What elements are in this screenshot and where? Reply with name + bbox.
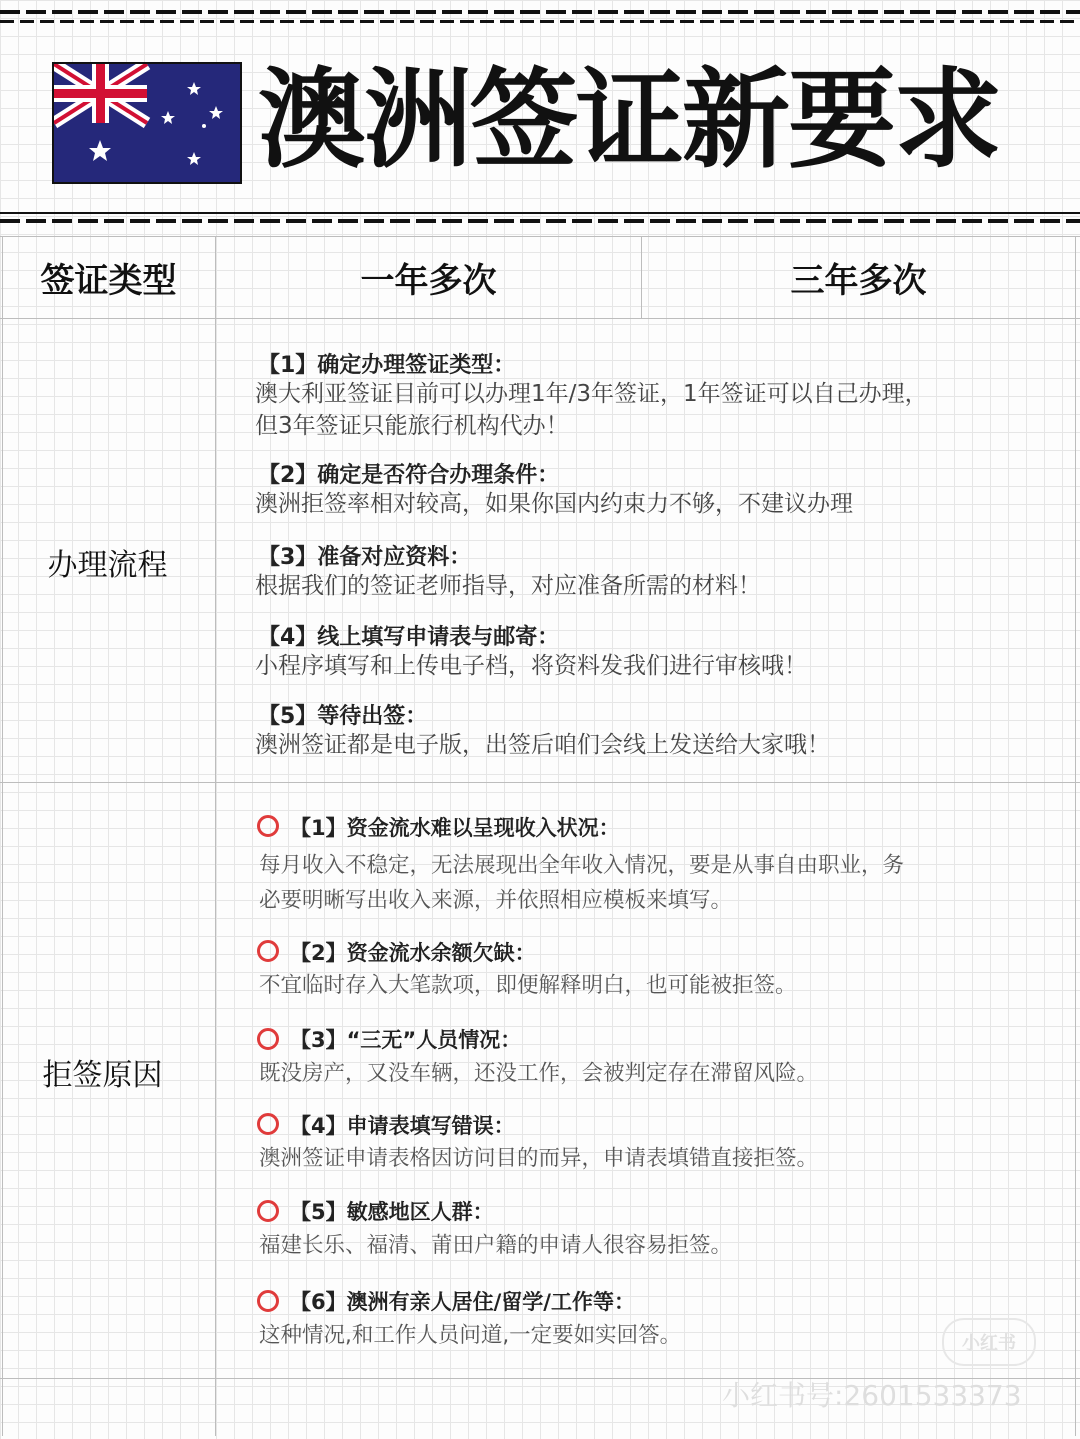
rejection-reason-title: 【6】澳洲有亲人居住/留学/工作等： bbox=[290, 1290, 635, 1314]
process-step-text: 根据我们的签证老师指导，对应准备所需的材料！ bbox=[255, 573, 761, 599]
table-right-border bbox=[1075, 236, 1076, 1436]
process-step-text: 澳大利亚签证目前可以办理1年/3年签证，1年签证可以自己办理，但3年签证只能旅行机构代办！ bbox=[255, 381, 928, 439]
row-label-process: 办理流程 bbox=[47, 548, 168, 583]
watermark-badge: 小红书 bbox=[942, 1318, 1036, 1366]
label-column-border bbox=[215, 236, 216, 1436]
row-label-rejection: 拒签原因 bbox=[42, 1058, 163, 1093]
red-circle-icon bbox=[257, 1290, 279, 1312]
process-step-text: 澳洲签证都是电子版，出签后咱们会线上发送给大家哦！ bbox=[255, 732, 830, 758]
table-left-border bbox=[2, 236, 3, 1436]
rejection-reason-text: 福建长乐、福清、莆田户籍的申请人很容易拒签。 bbox=[259, 1233, 733, 1258]
red-circle-icon bbox=[257, 1200, 279, 1222]
rejection-reason-text: 这种情况,和工作人员问道,一定要如实回答。 bbox=[259, 1323, 682, 1348]
red-circle-icon bbox=[257, 1028, 279, 1050]
rejection-reason-text: 不宜临时存入大笔款项，即便解释明白，也可能被拒签。 bbox=[259, 973, 797, 998]
rejection-reason-text: 既没房产，又没车辆，还没工作，会被判定存在滞留风险。 bbox=[259, 1061, 819, 1086]
process-step-title: 【2】确定是否符合办理条件： bbox=[258, 463, 560, 488]
rejection-reason-title: 【4】申请表填写错误： bbox=[290, 1114, 515, 1138]
process-step-text: 小程序填写和上传电子档，将资料发我们进行审核哦！ bbox=[255, 653, 807, 679]
page-title: 澳洲签证新要求 bbox=[258, 58, 1001, 183]
australia-flag-icon bbox=[52, 62, 242, 184]
rejection-reason-title: 【3】“三无”人员情况： bbox=[290, 1028, 522, 1052]
top-dashed-rule bbox=[0, 10, 1080, 14]
process-step-title: 【3】准备对应资料： bbox=[258, 545, 472, 570]
header-divider bbox=[0, 212, 1080, 214]
red-circle-icon bbox=[257, 940, 279, 962]
rejection-reason-title: 【5】敏感地区人群： bbox=[290, 1200, 494, 1224]
column-header-one-year: 一年多次 bbox=[360, 260, 497, 301]
process-step-title: 【4】线上填写申请表与邮寄： bbox=[258, 625, 560, 650]
header-dashed-rule bbox=[0, 219, 1080, 223]
watermark-id-text: 小红书号:2601533373 bbox=[722, 1379, 1022, 1412]
process-row-border bbox=[0, 782, 1080, 783]
column-header-three-year: 三年多次 bbox=[790, 260, 927, 301]
rejection-reason-title: 【1】资金流水难以呈现收入状况： bbox=[290, 816, 620, 840]
process-step-title: 【1】确定办理签证类型： bbox=[258, 353, 516, 378]
rejection-reason-text: 每月收入不稳定，无法展现出全年收入情况，要是从事自由职业，务必要明晰写出收入来源，并依照相应模板来填写。 bbox=[259, 853, 905, 913]
column-header-visa-type: 签证类型 bbox=[40, 260, 177, 301]
red-circle-icon bbox=[257, 1113, 279, 1135]
header-row-border bbox=[0, 318, 1080, 319]
process-step-text: 澳洲拒签率相对较高，如果你国内约束力不够，不建议办理 bbox=[255, 491, 853, 517]
process-step-title: 【5】等待出签： bbox=[258, 704, 428, 729]
red-circle-icon bbox=[257, 815, 279, 837]
rejection-reason-title: 【2】资金流水余额欠缺： bbox=[290, 941, 536, 965]
top-dashed-rule-2 bbox=[0, 20, 1080, 23]
rejection-reason-text: 澳洲签证申请表格因访问目的而异，申请表填错直接拒签。 bbox=[259, 1146, 819, 1171]
